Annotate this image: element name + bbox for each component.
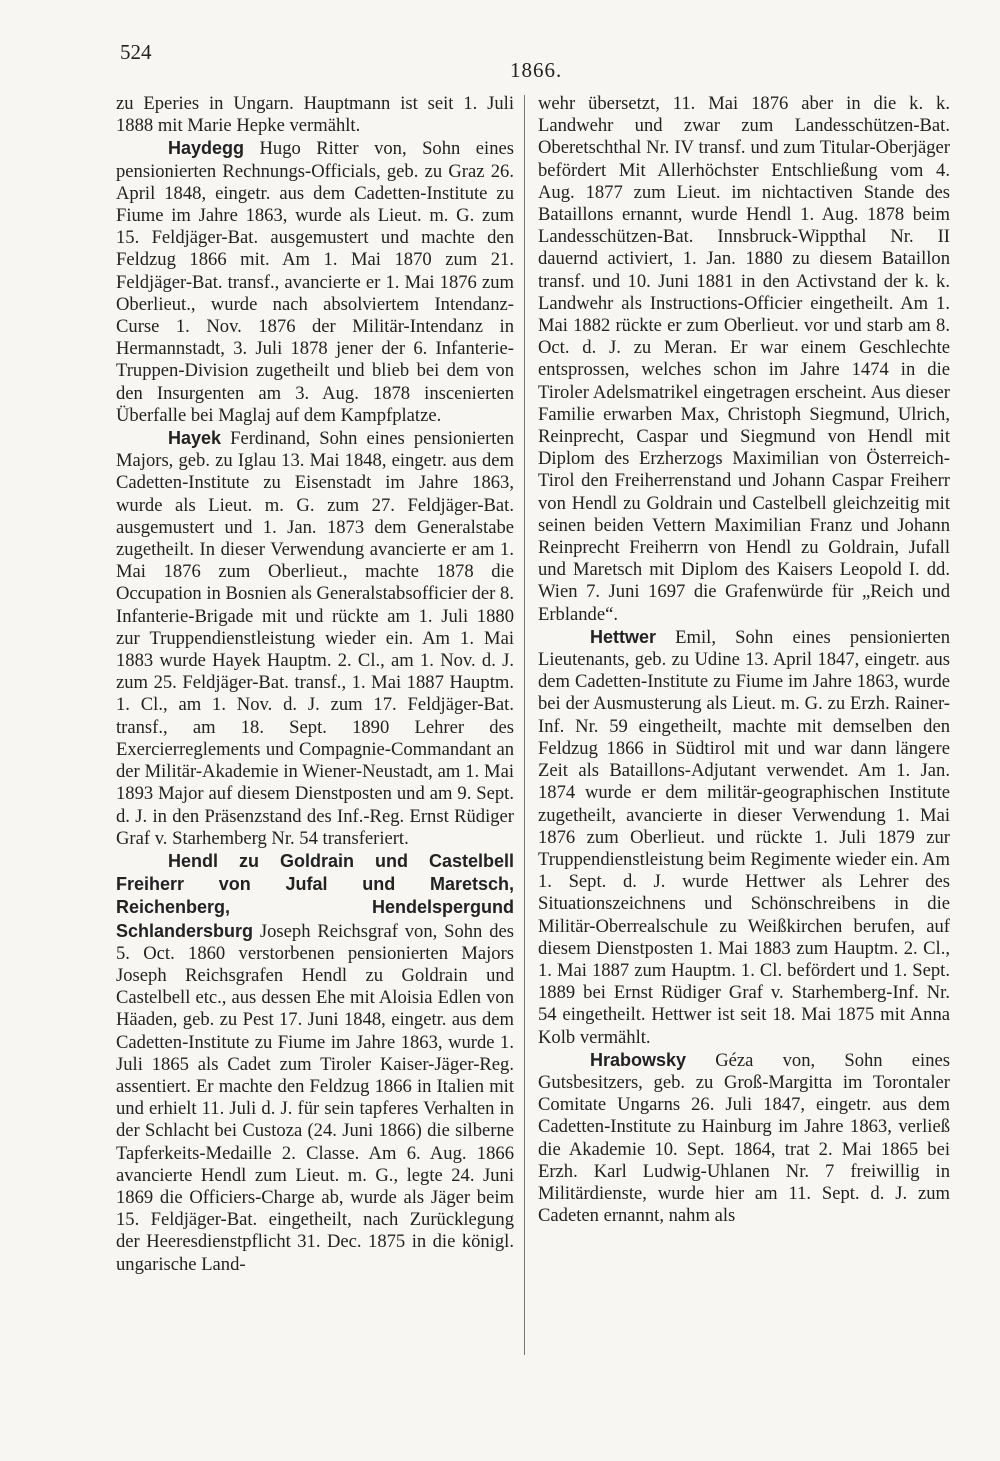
column-divider: [524, 95, 525, 1355]
entry-name: Hendl zu Goldrain und Castelbell Freiherr von Jufal und Maretsch, Reichenberg, Hendelspergund Schlandersburg: [116, 850, 514, 941]
right-column: [538, 93, 950, 1227]
entry-hayek: [116, 427, 514, 850]
entry-hettwer: [538, 626, 950, 1049]
entry-text: Emil, Sohn eines pensionierten Lieutenants, geb. zu Udine 13. April 1847, eingetr. aus dem Cadetten-Institute zu Fiume im Jahre 1863, wurde bei der Ausmusterung als Lieut. m. G. zu Erzh. Rainer-Inf. Nr. 59 eingetheilt, machte mit demselben den Feldzug 1866 in Südtirol mit und war dann längere Zeit als Bataillons-Adjutant verwendet. Am 1. Jan. 1874 wurde er dem militär-geographischen Institute zugetheilt, avancierte in dieser Verwendung 1. Mai 1876 zum Oberlieut. und rückte 1. Juli 1879 zur Truppendienstleistung beim Regimente wieder ein. Am 1. Sept. d. J. wurde Hettwer als Lehrer des Situationszeichnens und Schönschreibens in die Militär-Oberrealschule zu Weißkirchen berufen, auf diesem Dienstposten 1. Mai 1883 zum Hauptm. 2. Cl., 1. Mai 1887 zum Hauptm. 1. Cl. befördert und 1. Sept. 1889 bei Ernst Rüdiger Graf v. Starhemberg-Inf. Nr. 54 eingetheilt. Hettwer ist seit 18. Mai 1875 mit Anna Kolb vermählt.: [538, 626, 950, 1048]
entry-name: Hrabowsky: [590, 1049, 687, 1070]
left-column: [116, 93, 514, 1276]
entry-text: Ferdinand, Sohn eines pensionierten Majors, geb. zu Iglau 13. Mai 1848, eingetr. aus dem Cadetten-Institute zu Eisenstadt im Jahre 1863, wurde als Lieut. m. G. zum 27. Feldjäger-Bat. ausgemustert und 1. Jan. 1873 dem Generalstabe zugetheilt. In dieser Verwendung avancierte er am 1. Mai 1876 zum Oberlieut., machte 1878 die Occupation in Bosnien als Generalstabsofficier der 8. Infanterie-Brigade mit und rückte am 1. Juli 1880 zur Truppendienstleistung wieder ein. Am 1. Mai 1883 wurde Hayek Hauptm. 2. Cl., am 1. Nov. d. J. zum 25. Feldjäger-Bat. transf., 1. Mai 1887 Hauptm. 1. Cl., am 1. Nov. d. J. zum 17. Feldjäger-Bat. transf., am 18. Sept. 1890 Lehrer des Exercierreglements und Compagnie-Commandant an der Militär-Akademie in Wiener-Neustadt, am 1. Mai 1893 Major auf diesem Dienstposten und am 9. Sept. d. J. in den Präsenzstand des Inf.-Reg. Ernst Rüdiger Graf v. Starhemberg Nr. 54 transferiert.: [116, 428, 514, 849]
entry-text: Joseph Reichsgraf von, Sohn des 5. Oct. 1860 verstorbenen pensionierten Majors Joseph Reichsgrafen Hendl zu Goldrain und Castelbell etc., aus dessen Ehe mit Aloisia Edlen von Häaden, geb. zu Pest 17. Juni 1848, eingetr. aus dem Cadetten-Institute zu Fiume im Jahre 1863, wurde 1. Juli 1865 als Cadet zum Tiroler Kaiser-Jäger-Reg. assentiert. Er machte den Feldzug 1866 in Italien mit und erhielt 11. Juli d. J. für sein tapferes Verhalten in der Schlacht bei Custoza (24. Juni 1866) die silberne Tapferkeits-Medaille 2. Classe. Am 6. Aug. 1866 avancierte Hendl zum Lieut. m. G., legte 24. Juni 1869 die Officiers-Charge ab, wurde als Jäger beim 15. Feldjäger-Bat. eingetheilt, nach Zurücklegung der Heeresdienstpflicht 31. Dec. 1875 in die königl. ungarische Land-: [116, 920, 514, 1275]
entry-text: Géza von, Sohn eines Gutsbesitzers, geb. zu Groß-Margitta im Torontaler Comitate Ungarns 26. Juli 1847, eingetr. aus dem Cadetten-Institute zu Hainburg im Jahre 1863, verließ die Akademie 10. Sept. 1864, trat 2. Mai 1865 bei Erzh. Karl Ludwig-Uhlanen Nr. 7 freiwillig in Militärdienste, wurde hier am 11. Sept. d. J. zum Cadeten ernannt, nahm als: [538, 1049, 950, 1227]
continuation-paragraph: wehr übersetzt, 11. Mai 1876 aber in die k. k. Landwehr und zwar zum Landesschützen-Bat. Oberetschthal Nr. IV transf. und zum Titular-Oberjäger befördert Mit Allerhöchster Entschließung vom 4. Aug. 1877 zum Lieut. im nichtactiven Stande des Bataillons ernannt, wurde Hendl 1. Aug. 1878 beim Landesschützen-Bat. Innsbruck-Wippthal Nr. II dauernd activiert, 1. Jan. 1880 zu diesem Bataillon transf. und 10. Juni 1881 in den Activstand der k. k. Landwehr als Instructions-Officier eingetheilt. Am 1. Mai 1882 rückte er zum Oberlieut. vor und starb am 8. Oct. d. J. zu Meran. Er war einem Geschlechte entsprossen, welches schon im Jahre 1474 in die Tiroler Adelsmatrikel eingetragen erscheint. Aus dieser Familie erwarben Max, Christoph Siegmund, Ulrich, Reinprecht, Caspar und Siegmund von Hendl mit Diplom des Erzherzogs Maximilian von Österreich-Tirol den Freiherrenstand und Johann Caspar Freiherr von Hendl zu Goldrain und Castelbell gleichzeitig mit seinen beiden Vettern Maximilian Franz und Johann Reinprecht Freiherrn von Hendl zu Goldrain, Jufall und Maretsch mit Diplom des Kaisers Leopold I. dd. Wien 7. Juni 1697 die Grafenwürde für „Reich und Erblande“.: [538, 93, 950, 625]
page-number: 524: [120, 40, 152, 64]
entry-name: Hettwer: [590, 626, 657, 647]
entry-name: Haydegg: [168, 138, 245, 159]
entry-haydegg: [116, 137, 514, 427]
entry-hendl: [116, 850, 514, 1276]
entry-name: Hayek: [168, 428, 222, 449]
entry-text: Hugo Ritter von, Sohn eines pensionierten Rechnungs-Officials, geb. zu Graz 26. April 1848, eingetr. aus dem Cadetten-Institute zu Fiume im Jahre 1863, wurde als Lieut. m. G. zum 15. Feldjäger-Bat. ausgemustert und machte den Feldzug 1866 mit. Am 1. Mai 1870 zum 21. Feldjäger-Bat. transf., avancierte er 1. Mai 1876 zum Oberlieut., wurde nach absolviertem Intendanz-Curse 1. Nov. 1876 der Militär-Intendanz in Hermannstadt, 3. Juli 1878 jener der 6. Infanterie-Truppen-Division zugetheilt und blieb bei dem von den Insurgenten am 3. Aug. 1878 inscenierten Überfalle bei Maglaj auf dem Kampfplatze.: [116, 138, 514, 426]
continuation-paragraph: zu Eperies in Ungarn. Hauptmann ist seit 1. Juli 1888 mit Marie Hepke vermählt.: [116, 93, 514, 137]
running-head: 1866.: [510, 58, 563, 82]
entry-hrabowsky: [538, 1049, 950, 1228]
